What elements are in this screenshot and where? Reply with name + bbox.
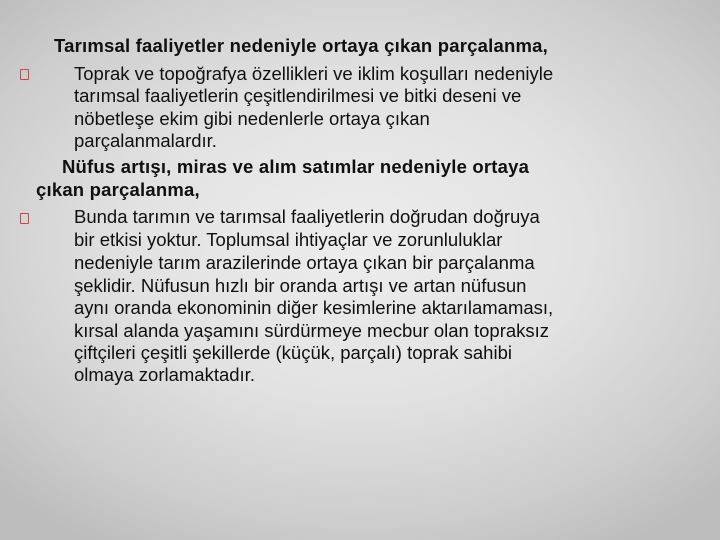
bullet2-line-7: çiftçileri çeşitli şekillerde (küçük, parçalı) toprak sahibi (74, 342, 512, 363)
bullet1-line-4: parçalanmalardır. (74, 130, 217, 151)
bullet2-line-2: bir etkisi yoktur. Toplumsal ihtiyaçlar ve zorunluluklar (74, 229, 503, 250)
bullet2-line-6: kırsal alanda yaşamını sürdürmeye mecbur olan topraksız (74, 320, 550, 341)
bullet1-line-1: Toprak ve topoğrafya özellikleri ve iklim koşulları nedeniyle (74, 63, 554, 84)
bullet2-line-3: nedeniyle tarım arazilerinde ortaya çıkan bir parçalanma (74, 252, 535, 273)
bullet2-line-1: Bunda tarımın ve tarımsal faaliyetlerin doğrudan doğruya (74, 206, 540, 227)
bullet1-line-2: tarımsal faaliyetlerin çeşitlendirilmesi ve bitki deseni ve (74, 85, 522, 106)
bullet2-line-5: aynı oranda ekonominin diğer kesimlerine aktarılamaması, (74, 297, 554, 318)
bullet2-line-4: şeklidir. Nüfusun hızlı bir oranda artışı ve artan nüfusun (74, 275, 527, 296)
heading-population-fragmentation-line-2: çıkan parçalanma, (36, 179, 200, 200)
heading-agricultural-fragmentation: Tarımsal faaliyetler nedeniyle ortaya çıkan parçalanma, (54, 35, 548, 56)
bullet2-line-8: olmaya zorlamaktadır. (74, 364, 255, 385)
heading-population-fragmentation-line-1: Nüfus artışı, miras ve alım satımlar nedeniyle ortaya (62, 156, 530, 177)
square-bullet-icon (20, 69, 29, 80)
bullet1-line-3: nöbetleşe ekim gibi nedenlerle ortaya çıkan (74, 108, 430, 129)
square-bullet-icon (20, 213, 29, 224)
